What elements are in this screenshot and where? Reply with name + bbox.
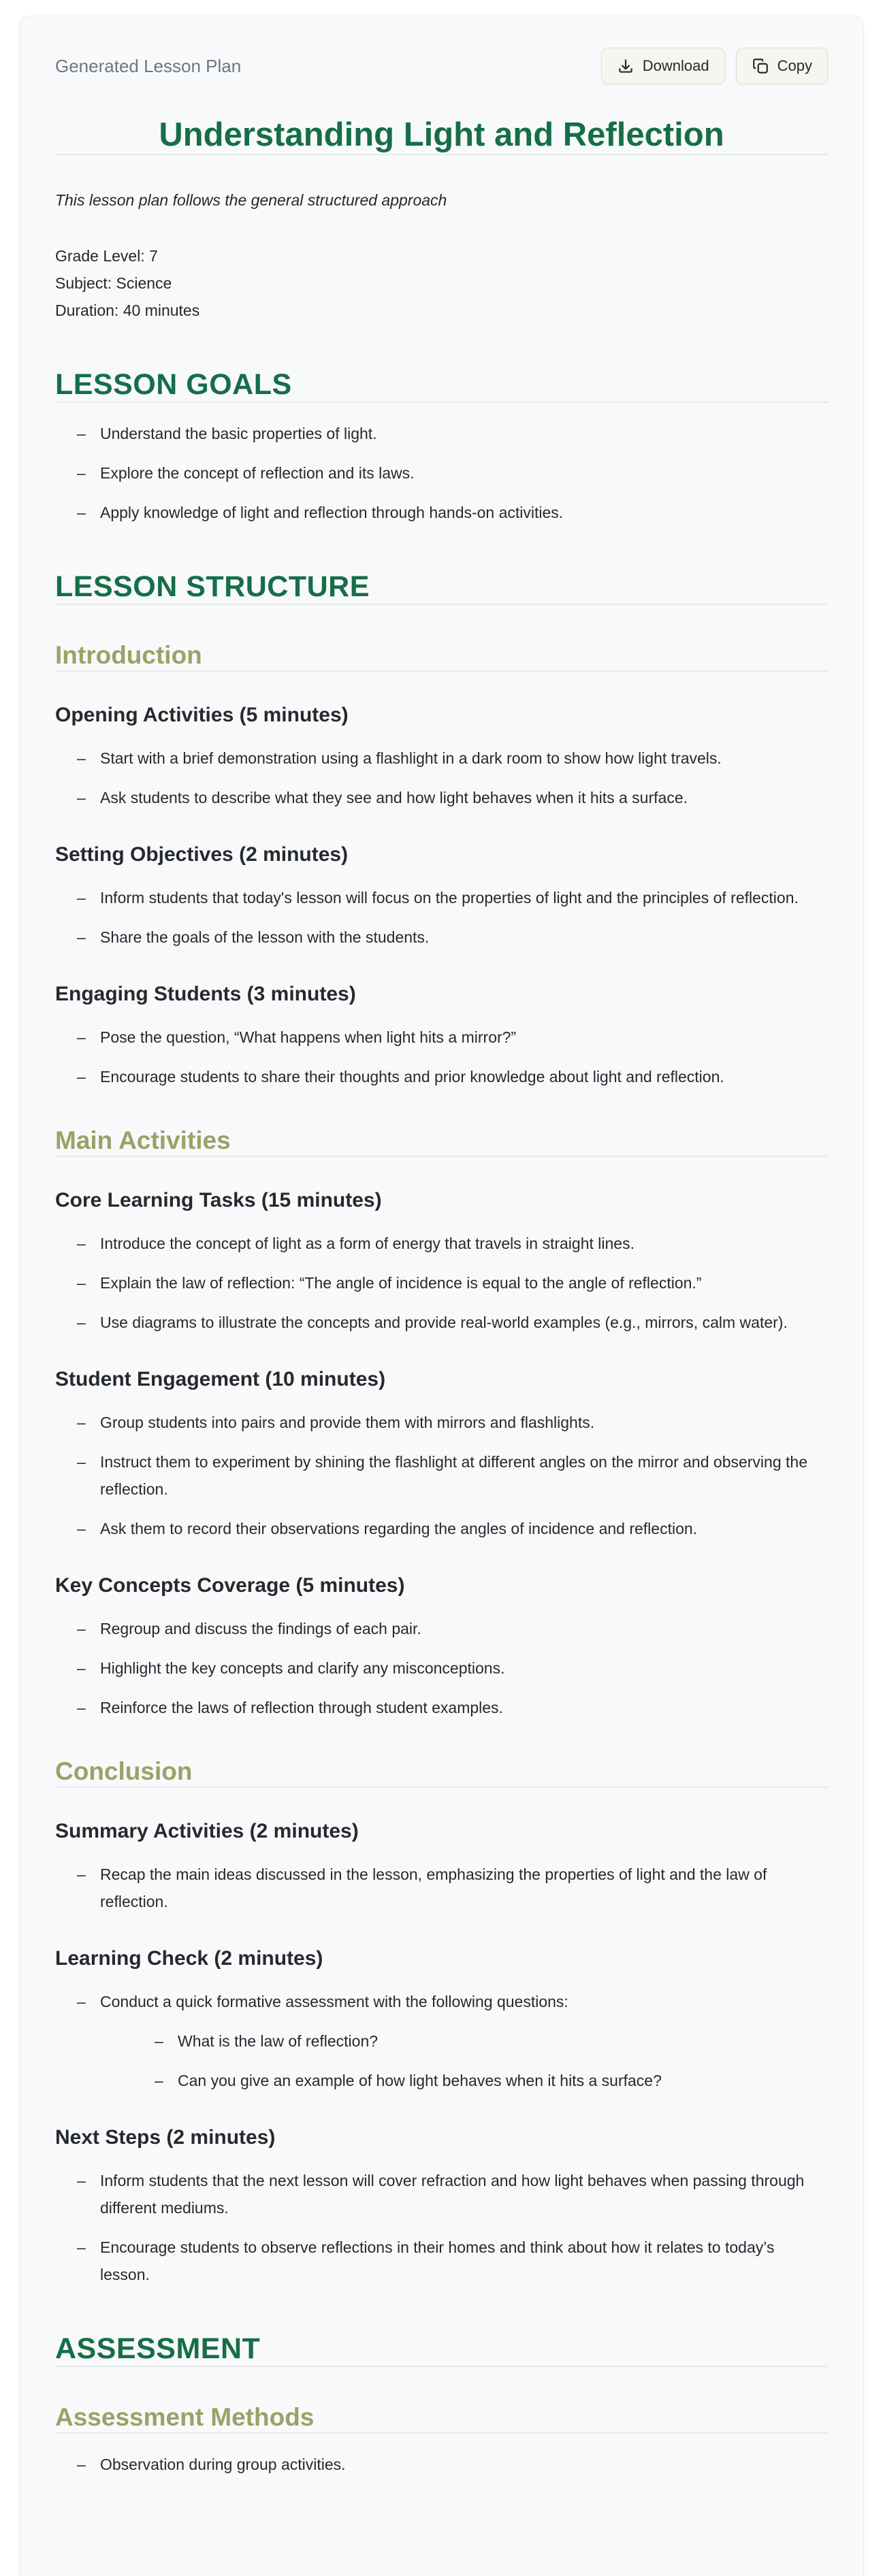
download-button[interactable] [601,48,725,84]
section-heading-lesson-goals: LESSON GOALS [55,368,292,401]
list-item-text: Conduct a quick formative assessment with the following questions: [100,1993,568,2010]
list-item: – Inform students that today's lesson will focus on the properties of light and the principles of reflection. [77,884,828,911]
divider [55,402,828,403]
key-concepts-coverage-list [55,1615,828,1721]
list-item: – Ask students to describe what they see and how light behaves when it hits a surface. [77,784,828,811]
list-item: – Ask them to record their observations regarding the angles of incidence and reflection. [77,1515,828,1542]
list-item: – Observation during group activities. [77,2451,828,2478]
download-button-label: Download [642,57,709,74]
engaging-students-list [55,1024,828,1090]
core-learning-tasks-list [55,1230,828,1336]
assessment-methods-list [55,2451,828,2478]
learning-check-questions [100,2027,828,2094]
download-icon [617,57,635,75]
sub-heading-assessment-methods: Assessment Methods [55,2403,315,2431]
list-item: – Highlight the key concepts and clarify any misconceptions. [77,1654,828,1682]
doc-title: Understanding Light and Reflection [159,116,724,153]
list-item [77,1988,828,2094]
list-item: – Pose the question, “What happens when light hits a mirror?” [77,1024,828,1051]
divider [55,2432,828,2434]
divider [55,1156,828,1157]
list-item: – Explain the law of reflection: “The angle of incidence is equal to the angle of reflection.” [77,1269,828,1297]
list-item: – Recap the main ideas discussed in the lesson, emphasizing the properties of light and the law of reflection. [77,1861,828,1915]
list-item: – Group students into pairs and provide them with mirrors and flashlights. [77,1409,828,1436]
list-item: – Use diagrams to illustrate the concepts and provide real-world examples (e.g., mirrors, calm water). [77,1309,828,1336]
list-item: – Reinforce the laws of reflection through student examples. [77,1694,828,1721]
meta-subject: Subject: Science [55,274,172,292]
meta-block [55,242,828,324]
block-heading-core-learning-tasks: Core Learning Tasks (15 minutes) [55,1189,382,1211]
block-heading-key-concepts-coverage: Key Concepts Coverage (5 minutes) [55,1574,405,1597]
copy-button-label: Copy [777,57,812,74]
block-heading-setting-objectives: Setting Objectives (2 minutes) [55,843,349,866]
list-item: – Apply knowledge of light and reflection through hands-on activities. [77,499,828,526]
list-item: – Encourage students to share their thoughts and prior knowledge about light and reflection. [77,1063,828,1090]
header-actions [601,48,828,84]
meta-grade-level: Grade Level: 7 [55,247,158,265]
student-engagement-list [55,1409,828,1542]
card-header [55,48,828,84]
sub-heading-introduction: Introduction [55,641,202,669]
divider [55,604,828,605]
list-item: – What is the law of reflection? [155,2027,828,2055]
block-heading-engaging-students: Engaging Students (3 minutes) [55,983,356,1005]
divider [55,154,828,155]
block-heading-learning-check: Learning Check (2 minutes) [55,1947,323,1970]
intro-note: This lesson plan follows the general structured approach [55,191,447,209]
learning-check-list [55,1988,828,2094]
list-item: – Regroup and discuss the findings of each pair. [77,1615,828,1642]
next-steps-list [55,2167,828,2288]
list-item: – Understand the basic properties of light. [77,420,828,447]
list-item: – Inform students that the next lesson will cover refraction and how light behaves when passing through different mediums. [77,2167,828,2221]
card-header-label: Generated Lesson Plan [55,55,242,76]
block-heading-opening-activities: Opening Activities (5 minutes) [55,704,349,726]
block-heading-next-steps: Next Steps (2 minutes) [55,2126,276,2149]
lesson-plan-card [19,16,864,2576]
sub-heading-main-activities: Main Activities [55,1126,231,1154]
divider [55,2366,828,2367]
divider [55,1787,828,1788]
opening-activities-list [55,745,828,811]
sub-heading-conclusion: Conclusion [55,1757,193,1785]
setting-objectives-list [55,884,828,951]
list-item: – Share the goals of the lesson with the students. [77,924,828,951]
section-heading-assessment: ASSESSMENT [55,2332,261,2365]
list-item: – Start with a brief demonstration using a flashlight in a dark room to show how light travels. [77,745,828,772]
divider [55,670,828,672]
list-item: – Encourage students to observe reflections in their homes and think about how it relates to today’s lesson. [77,2234,828,2288]
block-heading-student-engagement: Student Engagement (10 minutes) [55,1368,386,1390]
block-heading-summary-activities: Summary Activities (2 minutes) [55,1820,359,1842]
lesson-goals-list [55,420,828,526]
list-item: – Instruct them to experiment by shining the flashlight at different angles on the mirror and observing the reflection. [77,1448,828,1503]
copy-button[interactable] [736,48,828,84]
list-item: – Explore the concept of reflection and its laws. [77,459,828,487]
section-heading-lesson-structure: LESSON STRUCTURE [55,570,370,603]
summary-activities-list [55,1861,828,1915]
list-item: – Can you give an example of how light behaves when it hits a surface? [155,2067,828,2094]
copy-icon [752,57,769,75]
list-item: – Introduce the concept of light as a form of energy that travels in straight lines. [77,1230,828,1257]
meta-duration: Duration: 40 minutes [55,301,200,319]
